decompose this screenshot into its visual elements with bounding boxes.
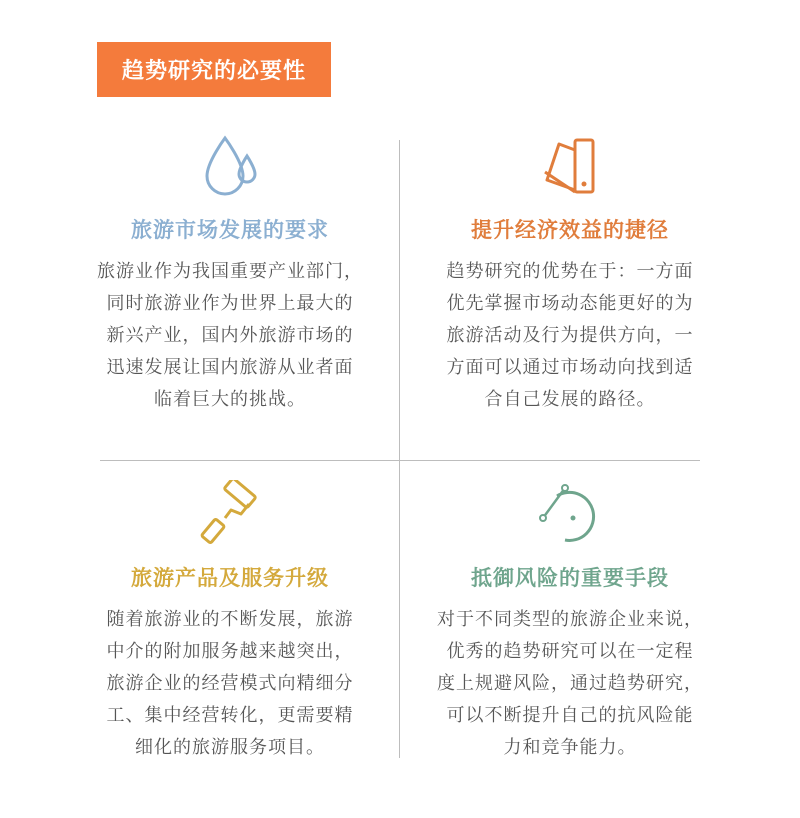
body-line: 同时旅游业作为世界上最大的 (106, 293, 354, 314)
quadrant-product-upgrade (80, 480, 380, 764)
body-line: 临着巨大的挑战。 (154, 389, 306, 410)
section-title: 旅游产品及服务升级 (131, 566, 329, 590)
quadrant-risk-defense (420, 480, 720, 764)
body-line: 迅速发展让国内旅游从业者面 (106, 357, 354, 378)
section-body (420, 604, 720, 764)
body-line: 中介的附加服务越来越突出， (106, 641, 354, 662)
section-body (420, 256, 720, 416)
vertical-divider (399, 140, 400, 758)
section-title: 旅游市场发展的要求 (131, 218, 329, 242)
horizontal-divider (100, 460, 700, 461)
body-line: 新兴产业，国内外旅游市场的 (106, 325, 354, 346)
section-title: 抵御风险的重要手段 (471, 566, 669, 590)
body-line: 旅游活动及行为提供方向，一 (446, 325, 694, 346)
curve-tool-icon (535, 480, 605, 550)
body-line: 优秀的趋势研究可以在一定程 (446, 641, 694, 662)
body-line: 旅游业作为我国重要产业部门， (97, 261, 363, 282)
body-line: 对于不同类型的旅游企业来说， (437, 609, 703, 630)
body-line: 趋势研究的优势在于：一方面 (446, 261, 694, 282)
body-line: 工、集中经营转化，更需要精 (106, 705, 354, 726)
body-line: 可以不断提升自己的抗风险能 (446, 705, 694, 726)
body-line: 随着旅游业的不断发展，旅游 (106, 609, 354, 630)
body-line: 度上规避风险，通过趋势研究， (437, 673, 703, 694)
quadrant-market-requirement (80, 132, 380, 416)
section-title: 提升经济效益的捷径 (471, 218, 669, 242)
body-line: 旅游企业的经营模式向精细分 (106, 673, 354, 694)
body-line: 力和竞争能力。 (503, 737, 637, 758)
body-line: 细化的旅游服务项目。 (135, 737, 325, 758)
body-line: 优先掌握市场动态能更好的为 (446, 293, 694, 314)
water-drops-icon (195, 132, 265, 202)
quadrant-economic-benefit (420, 132, 720, 416)
section-body (80, 256, 380, 416)
body-line: 合自己发展的路径。 (484, 389, 656, 410)
section-body (80, 604, 380, 764)
body-line: 方面可以通过市场动向找到适 (446, 357, 694, 378)
paint-roller-icon (195, 480, 265, 550)
color-swatches-icon (535, 132, 605, 202)
section-header-badge: 趋势研究的必要性 (97, 42, 331, 97)
